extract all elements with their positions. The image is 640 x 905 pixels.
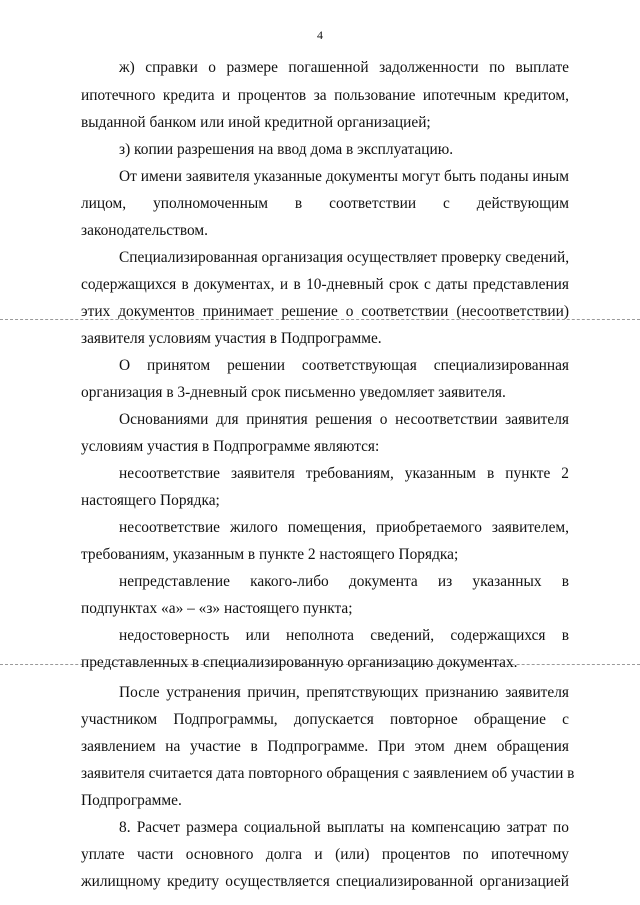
text-line: Специализированная организация осуществляет проверку сведений,: [119, 249, 570, 266]
text-line: От имени заявителя указанные документы могут быть поданы иным: [119, 168, 569, 185]
text-line: лицом, уполномоченным в соответствии с действующим: [81, 195, 569, 212]
text-line: требованиям, указанным в пункте 2 настоящего Порядка;: [81, 546, 459, 563]
text-line: законодательством.: [81, 222, 209, 239]
text-line: 8. Расчет размера социальной выплаты на компенсацию затрат по: [119, 819, 569, 836]
text-line: Подпрограмме.: [81, 792, 182, 809]
text-line: подпунктах «а» – «з» настоящего пункта;: [81, 600, 353, 617]
text-line: организация в 3-дневный срок письменно уведомляет заявителя.: [81, 384, 506, 401]
text-line: Основаниями для принятия решения о несоответствии заявителя: [119, 411, 569, 428]
text-line: несоответствие заявителя требованиям, указанным в пункте 2: [119, 465, 569, 482]
text-line: условиям участия в Подпрограмме являются:: [81, 438, 380, 455]
text-line: выданной банком или иной кредитной организацией;: [81, 114, 431, 131]
text-line: заявителя условиям участия в Подпрограмме.: [81, 330, 382, 347]
text-line: заявителя считается дата повторного обращения с заявлением об участии в: [81, 765, 575, 782]
text-line: участником Подпрограммы, допускается повторное обращение с: [81, 711, 569, 728]
text-line: заявлением на участие в Подпрограмме. При этом днем обращения: [81, 738, 569, 755]
text-line: О принятом решении соответствующая специализированная: [119, 357, 569, 374]
text-line: содержащихся в документах, и в 10-дневный срок с даты представления: [81, 276, 569, 293]
text-line: з) копии разрешения на ввод дома в эксплуатацию.: [119, 141, 454, 158]
text-line: настоящего Порядка;: [81, 492, 220, 509]
text-line: представленных в специализированную организацию документах.: [81, 654, 518, 671]
text-line: этих документов принимает решение о соответствии (несоответствии): [81, 303, 569, 320]
text-line: недостоверность или неполнота сведений, содержащихся в: [119, 627, 569, 644]
text-line: непредставление какого-либо документа из указанных в: [119, 573, 569, 590]
text-line: ипотечного кредита и процентов за пользование ипотечным кредитом,: [81, 87, 569, 104]
text-line: несоответствие жилого помещения, приобретаемого заявителем,: [119, 519, 569, 536]
page-number: 4: [317, 28, 323, 42]
text-line: уплате части основного долга и (или) процентов по ипотечному: [81, 846, 569, 863]
text-line: ж) справки о размере погашенной задолженности по выплате: [119, 59, 569, 76]
text-line: После устранения причин, препятствующих признанию заявителя: [119, 684, 569, 701]
text-line: жилищному кредиту осуществляется специализированной организацией: [81, 873, 569, 890]
